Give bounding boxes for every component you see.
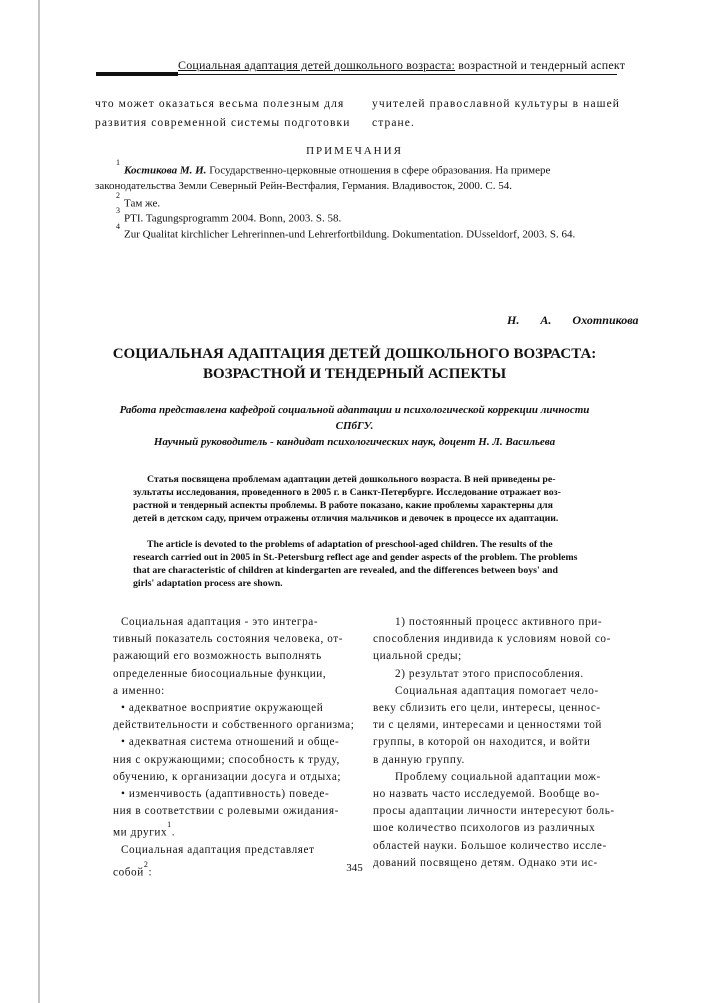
running-header-underlined: Социальная адаптация детей дошкольного возраста: xyxy=(178,58,456,72)
body-text: ми других xyxy=(113,827,168,840)
previous-article-right-column xyxy=(372,95,622,133)
text-line: учителей православной культуры в нашей xyxy=(372,98,621,110)
article-title xyxy=(0,344,709,384)
body-line: Социальная адаптация - это интегра- xyxy=(121,616,319,628)
body-line: обучению, к организации досуга и отдыха; xyxy=(113,770,342,783)
footnote-ref: 2 xyxy=(143,859,149,869)
abstract-line: Статья посвящена проблемам адаптации детей дошкольного возраста. В ней приведены ре- xyxy=(147,474,556,485)
running-header xyxy=(178,58,625,73)
body-line: циальной среды; xyxy=(373,650,462,663)
note-number: 3 xyxy=(116,206,120,215)
title-line: ВОЗРАСТНОЙ И ТЕНДЕРНЫЙ АСПЕКТЫ xyxy=(202,366,507,382)
body-line: группы, в которой он находится, и войти xyxy=(373,736,591,749)
body-line: Социальная адаптация представляет xyxy=(121,844,315,857)
header-rule-thin xyxy=(178,74,617,75)
previous-article-left-column xyxy=(95,95,350,133)
body-line: • адекватное восприятие окружающей xyxy=(121,702,324,715)
note-text: Там же. xyxy=(124,197,161,210)
note-text: PTI. Tagungsprogramm 2004. Bonn, 2003. S. 58. xyxy=(124,212,342,225)
abstract-line: растной и тендерный аспекты проблемы. В работе показано, какие проблемы характерны для xyxy=(133,500,553,511)
body-line: определенные биосоциальные функции, xyxy=(113,667,327,680)
note-3 xyxy=(116,206,342,225)
note-number: 2 xyxy=(116,191,120,200)
note-text: Государственно-церковные отношения в сфере образования. На примере xyxy=(206,164,551,177)
note-author: Костикова М. И. xyxy=(124,164,207,177)
body-line: действительности и собственного организма; xyxy=(113,719,355,732)
affiliation-line: Научный руководитель - кандидат психологических наук, доцент Н. Л. Васильева xyxy=(153,436,556,448)
body-right-column xyxy=(373,614,623,872)
body-line: Социальная адаптация помогает чело- xyxy=(395,684,599,697)
body-line: Проблему социальной адаптации мож- xyxy=(395,770,601,783)
page-number: 345 xyxy=(346,862,363,874)
title-line: СОЦИАЛЬНАЯ АДАПТАЦИЯ ДЕТЕЙ ДОШКОЛЬНОГО ВОЗРАСТА: xyxy=(112,346,597,362)
abstract-line: girls' adaptation process are shown. xyxy=(133,578,283,589)
abstract-line: зультаты исследования, проведенного в 2005 г. в Санкт-Петербурге. Исследование отражает воз- xyxy=(133,487,561,498)
body-line: ния с окружающими; способность к труду, xyxy=(113,753,340,766)
body-line: просы адаптации личности интересуют боль- xyxy=(373,805,615,818)
abstract-russian xyxy=(133,473,585,525)
body-text: собой xyxy=(113,866,144,879)
body-line: способления индивида к условиям новой со- xyxy=(373,633,611,646)
body-line-with-ref: ми других$^1$. xyxy=(113,820,176,840)
body-line: областей науки. Большое количество иссле- xyxy=(373,839,607,852)
abstract-line: детей в детском саду, причем отражены отличия мальчиков и девочек в процессе их адаптации. xyxy=(133,513,559,524)
abstract-line: The article is devoted to the problems of adaptation of preschool-aged children. The results of the xyxy=(147,539,553,550)
note-4 xyxy=(116,222,576,241)
body-line: а именно: xyxy=(113,684,165,697)
note-text: законодательства Земли Северный Рейн-Вестфалия, Германия. Владивосток, 2000. С. 54. xyxy=(95,180,513,192)
article-affiliation xyxy=(0,402,709,450)
text-line: стране. xyxy=(372,117,415,129)
abstract-line: research carried out in 2005 in St.-Petersburg reflect age and gender aspects of the problem. The problems xyxy=(133,552,578,563)
body-line: ражающий его возможность выполнять xyxy=(113,650,322,663)
body-line: 1) постоянный процесс активного при- xyxy=(395,616,603,628)
abstract-line: that are characteristic of children at kindergarten are revealed, and the differences between boys' and xyxy=(133,565,558,576)
body-line: но назвать часто исследуемой. Вообще во- xyxy=(373,788,600,801)
body-line: веку сблизить его цели, интересы, ценнос- xyxy=(373,702,601,715)
body-line: в данную группу. xyxy=(373,753,465,766)
body-line: шое количество психологов из различных xyxy=(373,822,596,835)
note-text: Zur Qualitat kirchlicher Lehrerinnen-und Lehrerfortbildung. Dokumentation. DUsseldorf, 2003. S. 64. xyxy=(124,228,576,241)
notes-heading: ПРИМЕЧАНИЯ xyxy=(306,145,403,157)
body-line: ти с целями, интересами и ценностями той xyxy=(373,719,602,732)
body-left-column xyxy=(113,614,363,882)
affiliation-line: Работа представлена кафедрой социальной адаптации и психологической коррекции личности xyxy=(119,404,590,416)
affiliation-line: СПбГУ. xyxy=(335,420,374,432)
body-line: дований посвящено детям. Однако эти ис- xyxy=(373,856,598,869)
body-line: • изменчивость (адаптивность) поведе- xyxy=(121,788,330,801)
article-author: Н. А. Охотпикова xyxy=(507,313,639,327)
note-1 xyxy=(116,158,551,177)
header-rule-thick xyxy=(96,72,178,76)
body-line: ния в соответствии с ролевыми ожидания- xyxy=(113,805,339,818)
text-line: что может оказаться весьма полезным для xyxy=(95,98,345,110)
body-line: • адекватная система отношений и обще- xyxy=(121,736,340,749)
note-number: 1 xyxy=(116,158,120,167)
note-number: 4 xyxy=(116,222,120,231)
running-header-rest: возрастной и тендерный аспект xyxy=(455,58,626,72)
body-line: 2) результат этого приспособления. xyxy=(395,667,584,680)
body-line-with-ref: собой$^2$: xyxy=(113,859,153,879)
body-line: тивный показатель состояния человека, от- xyxy=(113,633,344,646)
footnote-ref: 1 xyxy=(167,820,172,830)
note-1-continued xyxy=(95,180,512,192)
text-line: развития современной системы подготовки xyxy=(95,117,351,129)
abstract-english xyxy=(133,538,585,590)
note-2 xyxy=(116,191,161,210)
